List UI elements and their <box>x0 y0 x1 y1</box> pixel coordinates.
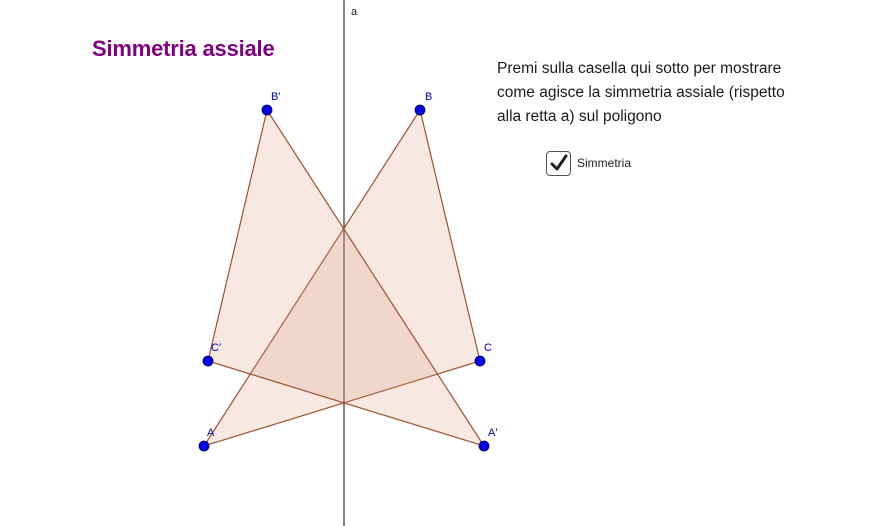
point-b[interactable] <box>415 105 425 115</box>
symmetry-checkbox[interactable] <box>546 151 571 176</box>
instructions-text <box>497 57 827 129</box>
label-b: B <box>425 91 433 103</box>
point-a[interactable] <box>199 441 209 451</box>
page-title: Simmetria assiale <box>92 36 275 61</box>
label-a: A <box>207 427 215 439</box>
symmetry-toggle[interactable] <box>546 149 631 177</box>
symmetry-checkbox-label: Simmetria <box>577 156 632 170</box>
axis-label: a <box>351 6 358 18</box>
instructions-line: come agisce la simmetria assiale (rispetto <box>497 84 785 101</box>
instructions-line: Premi sulla casella qui sotto per mostrare <box>497 60 782 77</box>
checkmark-icon <box>549 153 569 173</box>
label-b-prime: B′ <box>271 91 281 103</box>
instructions-line: alla retta a) sul poligono <box>497 108 662 125</box>
point-c-prime[interactable] <box>203 356 213 366</box>
label-a-prime: A′ <box>488 427 498 439</box>
point-b-prime[interactable] <box>262 105 272 115</box>
label-c-prime: C′ <box>211 342 222 354</box>
label-c: C <box>484 342 492 354</box>
point-a-prime[interactable] <box>479 441 489 451</box>
point-c[interactable] <box>475 356 485 366</box>
